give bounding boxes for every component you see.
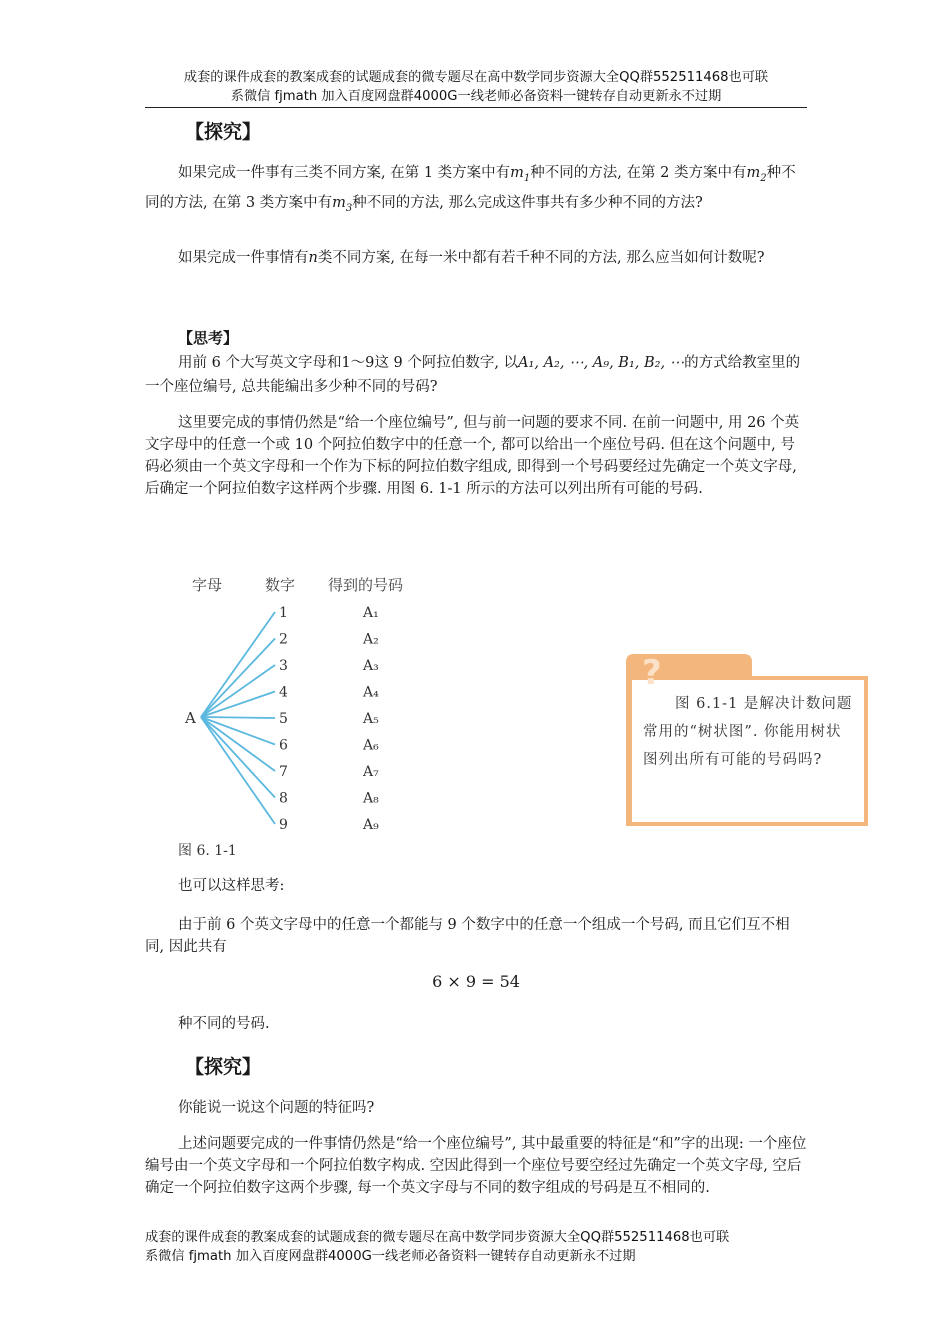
- text-part: 如果完成一件事情有: [178, 250, 309, 266]
- tree-branch-line: [201, 717, 275, 824]
- tree-digit-label: 6: [279, 737, 288, 754]
- tree-digit-label: 2: [279, 631, 288, 648]
- paragraph-alt-thinking: 也可以这样思考:: [178, 878, 285, 894]
- text-part: 种不同的方法, 在第 2 类方案中有: [530, 165, 747, 181]
- header-rule: [145, 107, 807, 108]
- tree-digit-label: 9: [279, 817, 288, 833]
- tree-digit-label: 7: [279, 764, 288, 780]
- math-sequence: A₁, A₂, ⋯, A₉, B₁, B₂, ⋯: [518, 355, 685, 371]
- tree-digit-label: 1: [279, 605, 288, 621]
- tree-branch-line: [201, 612, 275, 717]
- paragraph-seat-numbering: [145, 351, 807, 399]
- math-n: n: [308, 250, 318, 266]
- section-heading-think: 【思考】: [178, 329, 239, 347]
- note-text: 图 6.1-1 是解决计数问题常用的“树状图”. 你能用树状图列出所有可能的号码吗?: [643, 696, 853, 768]
- math-symbol: m: [510, 165, 524, 181]
- tree-code-label: A₇: [363, 764, 379, 780]
- paragraph-result: 种不同的号码.: [178, 1016, 270, 1032]
- paragraph-explanation: 这里要完成的事情仍然是“给一个座位编号”, 但与前一问题的要求不同. 在前一问题中, 用 26 个英文字母中的任意一个或 10 个阿拉伯数字中的任意一个, 都可以给出一个座位号码. 但在这个问题中, 号码必须由一个英文字母和一个作为下标的阿拉伯数字组成, 即得到一个号码要经过先确定一个英文字母, 后确定一个阿拉伯数字这样两个步骤. 用图 6. 1-1 所示的方法可以列出所有可能的号码.: [145, 415, 800, 497]
- section-heading-explore-2: 【探究】: [185, 1056, 262, 1078]
- section-heading-explore-1: 【探究】: [185, 121, 262, 143]
- text-part: 用前 6 个大写英文字母和1～9这 9 个阿拉伯数字, 以: [178, 355, 519, 371]
- math-m1: [510, 165, 531, 184]
- tree-digit-label: 8: [279, 790, 288, 807]
- tree-branch-line: [201, 639, 275, 718]
- header-digit: 数字: [265, 576, 296, 594]
- paragraph-n-categories: [145, 246, 807, 270]
- question-mark-icon: ?: [642, 653, 662, 693]
- header-line-1: 成套的课件成套的教案成套的试题成套的微专题尽在高中数学同步资源大全QQ群552511468也可联: [183, 70, 769, 85]
- tree-branch-line: [201, 717, 275, 798]
- tree-code-label: A₂: [363, 631, 379, 648]
- page-header: [145, 68, 807, 106]
- tree-branches: [201, 605, 379, 833]
- tree-digit-label: 4: [279, 684, 288, 701]
- subscript-1: 1: [523, 172, 531, 184]
- paragraph-combination: 由于前 6 个英文字母中的任意一个都能与 9 个数字中的任意一个组成一个号码, 而且它们互不相同, 因此共有: [145, 917, 790, 955]
- formula-product: 6 × 9 = 54: [432, 972, 520, 991]
- tree-code-label: A₃: [363, 658, 379, 674]
- math-m2: [746, 165, 767, 184]
- tree-code-label: A₈: [363, 790, 379, 807]
- tree-code-label: A₆: [363, 737, 379, 754]
- header-line-2: 系微信 fjmath 加入百度网盘群4000G一线老师必备资料一键转存自动更新永不过期: [230, 89, 722, 104]
- text-part: 的方式给教室里的一个座位编号, 总共能编出多少种不同的号码?: [145, 355, 801, 395]
- tree-code-label: A₅: [363, 711, 379, 727]
- paragraph-feature-answer: 上述问题要完成的一件事情仍然是“给一个座位编号”, 其中最重要的特征是“和”字的出现: 一个座位编号由一个英文字母和一个阿拉伯数字构成. 空因此得到一个座位号要空经过先确定一个英文字母, 空后确定一个阿拉伯数字这两个步骤, 每一个英文字母与不同的数字组成的号码是互不相同的.: [145, 1136, 807, 1196]
- header-letter: 字母: [192, 576, 223, 594]
- math-symbol: m: [332, 194, 346, 211]
- subscript-3: 3: [345, 202, 353, 214]
- tree-digit-label: 5: [279, 711, 288, 727]
- subscript-2: 2: [760, 172, 767, 184]
- tree-code-label: A₉: [363, 817, 379, 833]
- tree-code-label: A₄: [363, 684, 379, 701]
- text-part: 种不同的方法, 那么完成这件事共有多少种不同的方法?: [352, 194, 703, 211]
- paragraph-three-categories: [145, 161, 807, 221]
- page-footer: [145, 1228, 807, 1266]
- text-part: 种不同的方法, 在第 3 类方案中有: [145, 165, 796, 211]
- math-m3: [332, 194, 353, 214]
- tree-branch-line: [201, 717, 275, 718]
- text-part: 类不同方案, 在每一米中都有若千种不同的方法, 那么应当如何计数呢?: [317, 250, 765, 266]
- math-symbol: m: [746, 165, 761, 181]
- tree-branch-line: [201, 717, 275, 771]
- tree-digit-label: 3: [279, 658, 288, 674]
- tree-code-label: A₁: [363, 605, 379, 621]
- tree-branch-line: [201, 665, 275, 717]
- tree-diagram: [175, 565, 415, 839]
- tree-svg: [175, 565, 415, 835]
- figure-caption: 图 6. 1-1: [178, 843, 237, 859]
- tree-root-label: A: [185, 709, 196, 727]
- text-part: 如果完成一件事有三类不同方案, 在第 1 类方案中有: [178, 165, 511, 181]
- paragraph-feature-question: 你能说一说这个问题的特征吗?: [178, 1100, 375, 1116]
- footer-line-1: 成套的课件成套的教案成套的试题成套的微专题尽在高中数学同步资源大全QQ群552511468也可联: [145, 1230, 730, 1245]
- footer-line-2: 系微信 fjmath 加入百度网盘群4000G一线老师必备资料一键转存自动更新永不过期: [145, 1249, 636, 1264]
- header-code: 得到的号码: [328, 576, 404, 594]
- tree-branch-line: [201, 717, 275, 745]
